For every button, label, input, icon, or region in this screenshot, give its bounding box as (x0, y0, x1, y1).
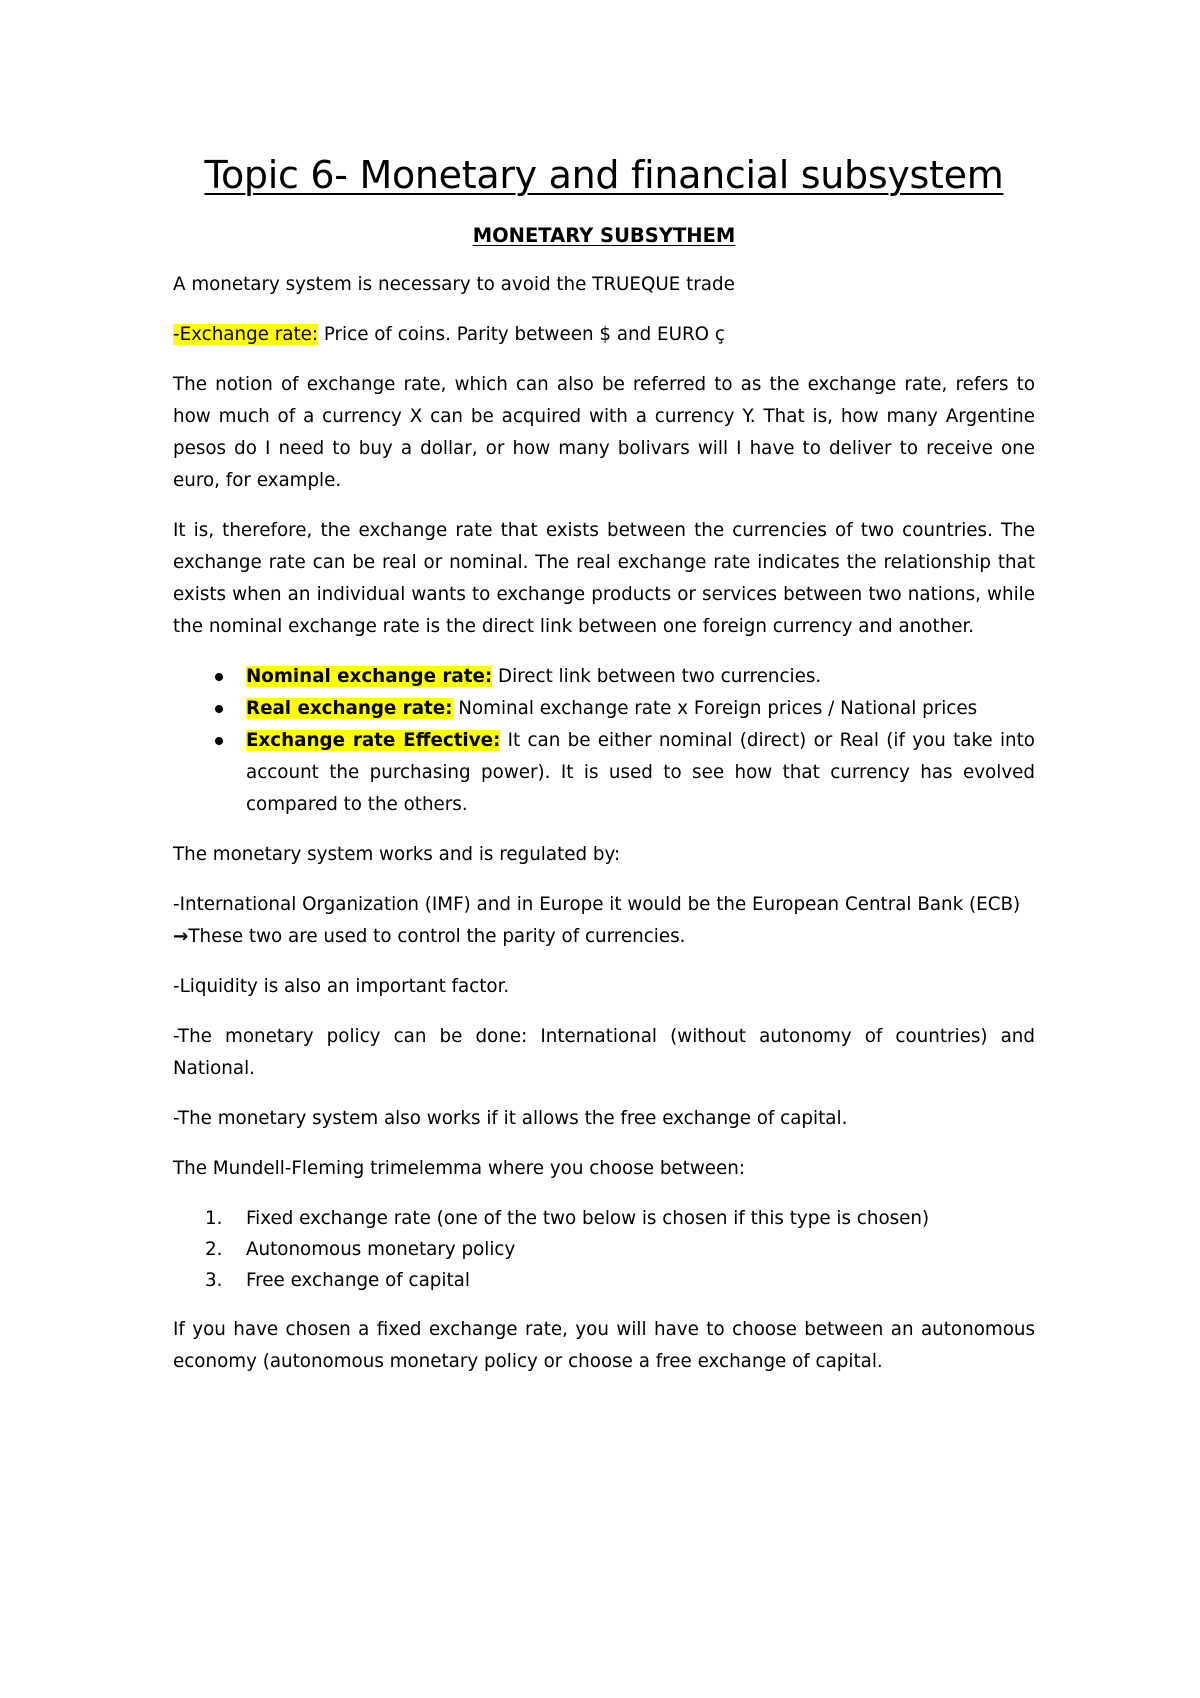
item-number: 3. (205, 1270, 223, 1291)
bullet-item (173, 661, 1035, 693)
bullet-text: Direct link between two currencies. (492, 666, 822, 687)
conclusion-paragraph: If you have chosen a fixed exchange rate, you will have to choose between an autonomous economy (autonomous monetary policy or choose a free exchange of capital. (173, 1319, 1035, 1372)
bullet-label: Nominal exchange rate: (246, 666, 493, 687)
numbered-item (173, 1203, 1035, 1234)
international-after-arrow: These two are used to control the parity of currencies. (188, 926, 686, 947)
numbered-list (173, 1203, 1035, 1296)
item-number: 2. (205, 1239, 223, 1260)
policy-paragraph: -The monetary policy can be done: International (without autonomy of countries) and National. (173, 1026, 1035, 1079)
international-paragraph (173, 889, 1035, 953)
trilemma-intro: The Mundell-Fleming trimelemma where you choose between: (173, 1158, 746, 1179)
bullet-icon (215, 673, 223, 681)
item-text: Autonomous monetary policy (246, 1239, 516, 1260)
page-title: Topic 6- Monetary and financial subsystem (204, 153, 1004, 197)
bullet-label: Exchange rate Effective: (246, 730, 501, 751)
bullet-text: Nominal exchange rate x Foreign prices / National prices (452, 698, 978, 719)
bullet-item (173, 725, 1035, 821)
intro-paragraph: A monetary system is necessary to avoid the TRUEQUE trade (173, 274, 735, 295)
section-heading: MONETARY SUBSYTHEM (472, 224, 736, 247)
numbered-item (173, 1234, 1035, 1265)
item-number: 1. (205, 1208, 223, 1229)
liquidity-paragraph: -Liquidity is also an important factor. (173, 976, 510, 997)
exchange-rate-line (173, 319, 1035, 351)
exchange-rate-text: Price of coins. Parity between $ and EURO ç (318, 324, 725, 345)
numbered-item (173, 1265, 1035, 1296)
item-text: Free exchange of capital (246, 1270, 470, 1291)
bullet-icon (215, 737, 223, 745)
capital-paragraph: -The monetary system also works if it allows the free exchange of capital. (173, 1108, 848, 1129)
bullet-label: Real exchange rate: (246, 698, 453, 719)
bullet-text: It can be either nominal (direct) or Real (if you take into account the purchasing power). It is used to see how that currency has evolved compared to the others. (246, 730, 1035, 815)
bullet-item (173, 693, 1035, 725)
bullet-list (173, 661, 1035, 821)
exchange-rate-label: -Exchange rate: (173, 324, 319, 345)
item-text: Fixed exchange rate (one of the two below is chosen if this type is chosen) (246, 1208, 930, 1229)
regulated-intro: The monetary system works and is regulated by: (173, 844, 621, 865)
bullet-icon (215, 705, 223, 713)
document-page (173, 150, 1035, 1396)
arrow-right-icon: → (173, 926, 189, 947)
paragraph-exchange-notion: The notion of exchange rate, which can also be referred to as the exchange rate, refers to how much of a currency X can be acquired with a currency Y. That is, how many Argentine pesos do I need to buy a dollar, or how many bolivars will I have to deliver to receive one euro, for example. (173, 374, 1035, 491)
international-text: -International Organization (IMF) and in Europe it would be the European Central Bank (ECB) (173, 894, 1021, 915)
paragraph-exchange-types: It is, therefore, the exchange rate that exists between the currencies of two countries. The exchange rate can be real or nominal. The real exchange rate indicates the relationship that exists when an individual wants to exchange products or services between two nations, while the nominal exchange rate is the direct link between one foreign currency and another. (173, 520, 1035, 637)
